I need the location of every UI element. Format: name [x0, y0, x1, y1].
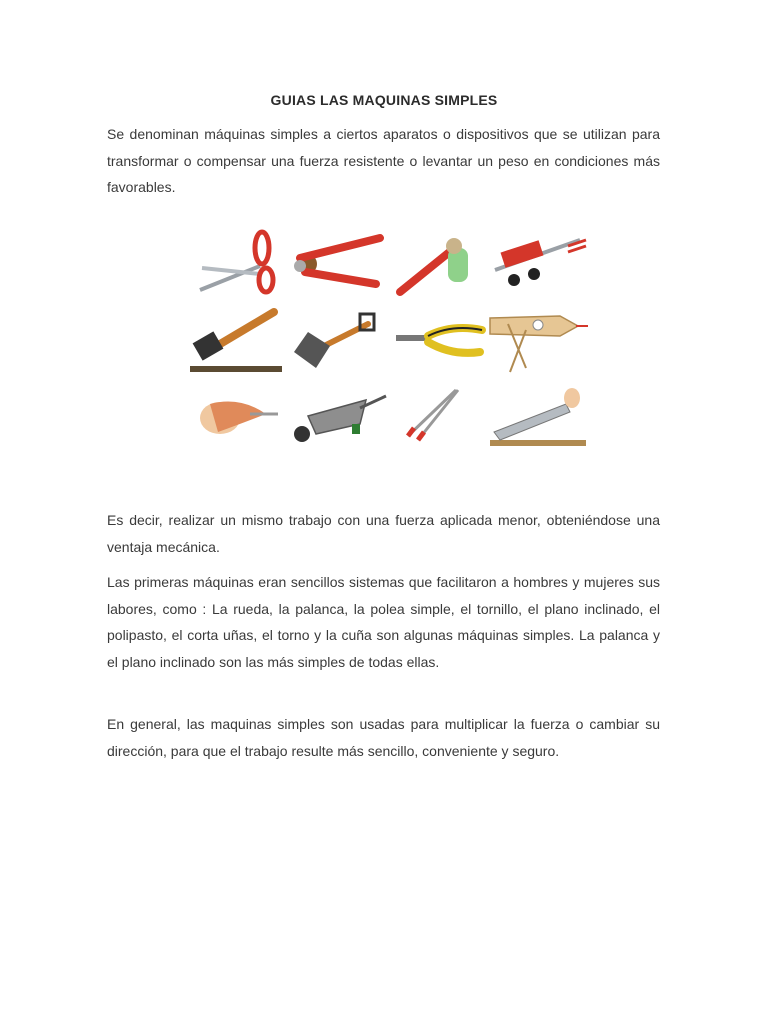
paragraph-examples: Las primeras máquinas eran sencillos sistemas que facilitaron a hombres y mujeres sus labores, como : La rueda, la palanca, la polea simple, el tornillo, el plano inclinado, el polipasto, el corta uñas, el torno y la cuña son algunas máquinas simples. La palanca y el plano inclinado son las más simples de todas ellas.	[107, 574, 660, 670]
simple-machines-figure	[190, 228, 590, 452]
wheelbarrow-icon	[294, 396, 386, 442]
nutcracker-icon	[294, 238, 380, 284]
paragraph-intro: Se denominan máquinas simples a ciertos aparatos o dispositivos que se utilizan para transformar o compensar una fuerza resistente o levantar un peso en condiciones más favorables.	[107, 126, 660, 195]
hammer-icon	[190, 312, 282, 372]
bottle-opener-icon	[400, 238, 468, 292]
knife-cutting-icon	[490, 388, 586, 446]
paragraph-general: En general, las maquinas simples son usadas para multiplicar la fuerza o cambiar su dirección, para que el trabajo resulte más sencillo, conveniente y seguro.	[107, 716, 660, 759]
scissors-icon	[200, 232, 273, 292]
pliers-icon	[396, 328, 482, 353]
hand-truck-icon	[495, 240, 586, 286]
page-title: GUIAS LAS MAQUINAS SIMPLES	[270, 92, 498, 108]
hand-knife-icon	[200, 402, 278, 434]
shovel-icon	[294, 314, 374, 368]
paragraph-advantage: Es decir, realizar un mismo trabajo con una fuerza aplicada menor, obteniéndose una ventaja mecánica.	[107, 512, 660, 555]
boat-oar-icon	[490, 316, 588, 372]
tongs-icon	[408, 390, 458, 440]
